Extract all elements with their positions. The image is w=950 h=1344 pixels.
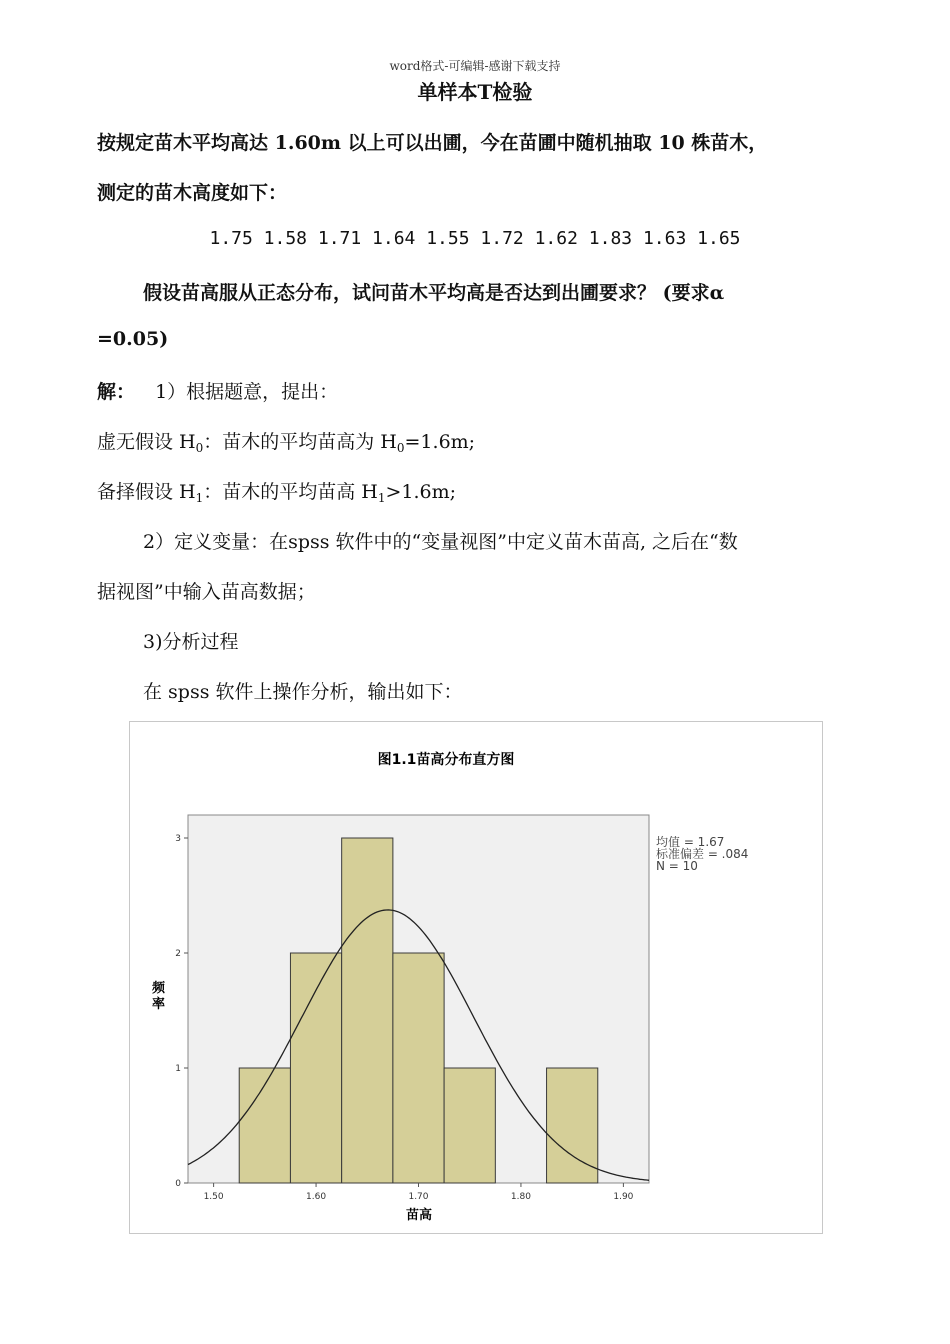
- step3-description: 在 spss 软件上操作分析，输出如下：: [143, 681, 463, 703]
- x-tick-label-1: 1.60: [306, 1192, 327, 1202]
- y-tick-label-0: 0: [175, 1179, 181, 1189]
- histogram-figure: [129, 721, 823, 1234]
- height-data: 1.75 1.58 1.71 1.64 1.55 1.72 1.62 1.83 1.63 1.65: [209, 228, 741, 249]
- question-line-1: 假设苗高服从正态分布，试问苗木平均高是否达到出圃要求？ (要求α: [143, 282, 725, 304]
- histogram-bar-4: [444, 1068, 495, 1183]
- x-axis-label: 苗高: [405, 1208, 433, 1223]
- solution-label: 解：: [97, 381, 136, 403]
- histogram-bar-1: [290, 953, 341, 1183]
- step3-heading: 3)分析过程: [143, 631, 239, 653]
- problem-line-2: 测定的苗木高度如下：: [97, 182, 288, 204]
- step2-line-2: 据视图”中输入苗高数据；: [97, 581, 316, 603]
- alt-hypothesis: 备择假设 $H_1$：苗木的平均苗高 $H_1>1.6m$;: [97, 481, 457, 505]
- problem-line-1: 按规定苗木平均高达 1.60m 以上可以出圃，今在苗圃中随机抽取 10 株苗木，: [97, 132, 768, 154]
- step1-text: 1）根据题意，提出：: [155, 381, 339, 403]
- page-header: word格式-可编辑-感谢下载支持: [389, 59, 561, 73]
- stats-line-0: 均值 = 1.67: [656, 835, 725, 849]
- stats-line-1: 标准偏差 = .084: [656, 847, 749, 861]
- y-tick-label-3: 3: [175, 834, 181, 844]
- null-hypothesis: 虚无假设 $H_0$：苗木的平均苗高为 $H_0=1.6m$;: [97, 431, 476, 455]
- solution-step-1: [97, 377, 338, 404]
- step2-line-1: 2）定义变量：在spss 软件中的“变量视图”中定义苗木苗高, 之后在“数: [143, 531, 738, 553]
- x-tick-label-3: 1.80: [510, 1192, 531, 1202]
- y-tick-label-2: 2: [175, 949, 181, 959]
- x-tick-label-0: 1.50: [203, 1192, 224, 1202]
- y-axis-label: 频 率: [152, 981, 166, 1012]
- chart-title: 图1.1苗高分布直方图: [377, 752, 515, 768]
- stats-line-2: N = 10: [656, 859, 698, 873]
- y-tick-label-1: 1: [175, 1064, 181, 1074]
- question-line-2: =0.05): [97, 328, 169, 350]
- histogram-bar-3: [393, 953, 444, 1183]
- x-tick-label-2: 1.70: [408, 1192, 429, 1202]
- x-tick-label-4: 1.90: [613, 1192, 634, 1202]
- histogram-bar-2: [342, 838, 393, 1183]
- histogram-chart: [130, 722, 822, 1233]
- page-title: 单样本T检验: [417, 80, 533, 104]
